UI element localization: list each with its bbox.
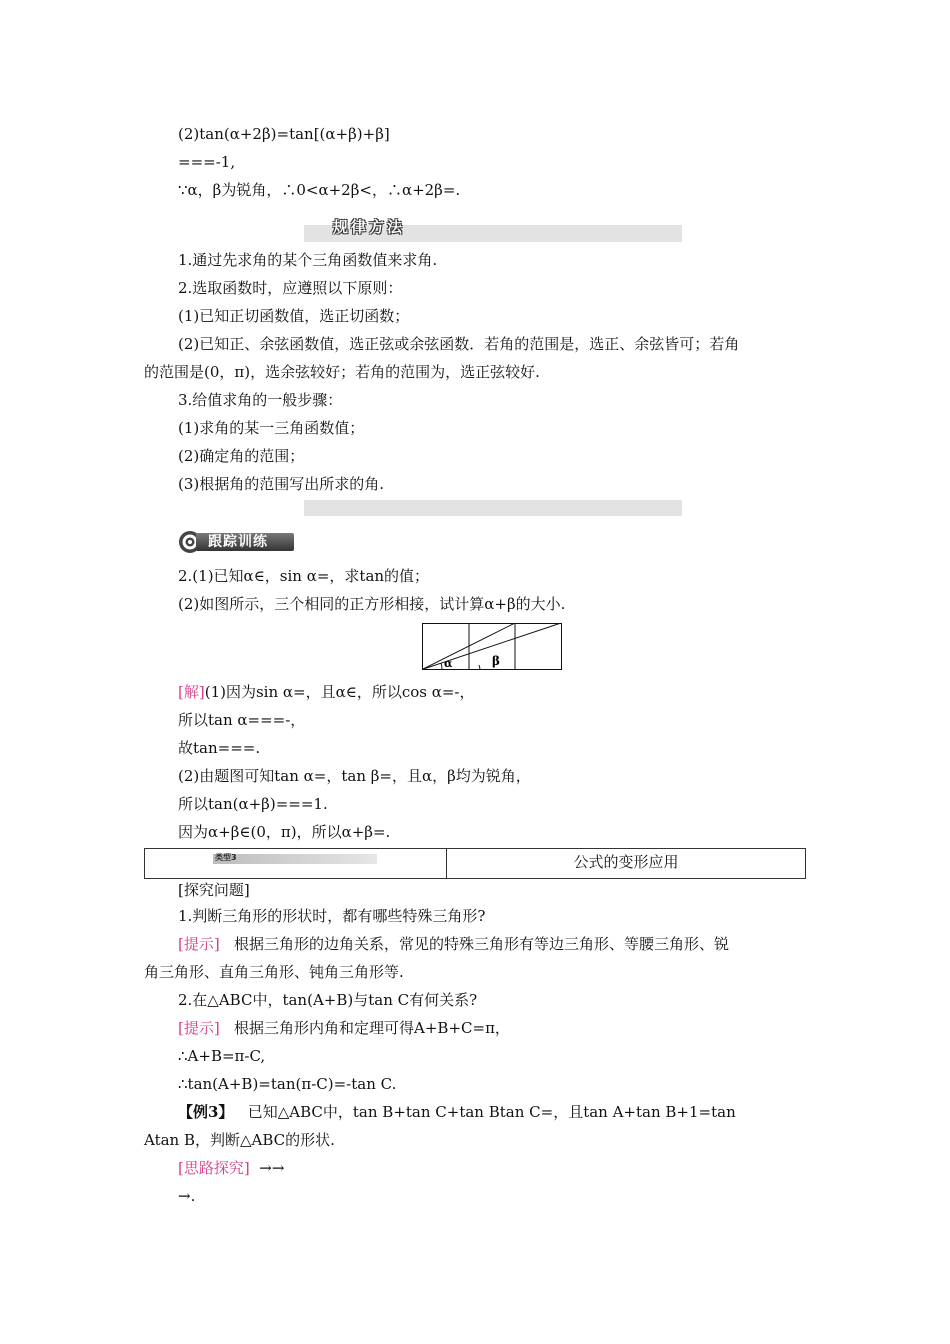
section-banner-title: 规律方法	[333, 218, 406, 236]
tracking-banner-label: 跟踪训练	[208, 534, 268, 550]
text-line: →.	[178, 1187, 196, 1205]
text-line: ===-1,	[178, 153, 236, 171]
text-line: 1.判断三角形的形状时，都有哪些特殊三角形?	[178, 907, 486, 925]
alpha-label: α	[444, 657, 453, 670]
text-line: (1)已知正切函数值，选正切函数；	[178, 307, 410, 325]
example-line	[178, 1102, 736, 1122]
text-line: (1)求角的某一三角函数值；	[178, 419, 365, 437]
text-line: 根据三角形的边角关系，常见的特殊三角形有等边三角形、等腰三角形、锐	[234, 935, 730, 953]
hint-tag: [提示]	[178, 935, 220, 953]
text-line: 因为α+β∈(0，π)，所以α+β=.	[178, 823, 391, 841]
text-line: (2)由题图可知tan α=，tan β=，且α，β均为锐角，	[178, 767, 531, 785]
text-line: →→	[259, 1159, 285, 1177]
text-line: 2.选取函数时，应遵照以下原则：	[178, 279, 403, 297]
text-line: (2)tan(α+2β)=tan[(α+β)+β]	[178, 125, 390, 143]
type-badge	[213, 854, 377, 864]
hint-line	[178, 1018, 510, 1038]
text-line: ∴tan(A+B)=tan(π-C)=-tan C.	[178, 1075, 397, 1093]
type-title: 公式的变形应用	[573, 853, 679, 871]
text-line: [探究问题]	[178, 881, 250, 899]
text-line: 2.(1)已知α∈，sin α=，求tan的值；	[178, 567, 430, 585]
beta-label: β	[492, 654, 500, 668]
solution-line	[178, 682, 475, 702]
hint-line	[178, 934, 729, 954]
angle-arc-beta	[479, 665, 480, 670]
type-cell	[145, 849, 447, 878]
text-line: 角三角形、直角三角形、钝角三角形等.	[144, 963, 404, 981]
text-line: ∴A+B=π-C,	[178, 1047, 266, 1065]
text-line: 3.给值求角的一般步骤：	[178, 391, 343, 409]
text-line: 的范围是(0，π)，选余弦较好；若角的范围为，选正弦较好.	[144, 363, 540, 381]
text-line: 所以tan(α+β)===1.	[178, 795, 328, 813]
tracking-exercise-banner	[178, 530, 296, 554]
text-line: (1)因为sin α=，且α∈，所以cos α=-，	[204, 683, 475, 701]
hint-tag: [提示]	[178, 1019, 220, 1037]
text-line: 1.通过先求角的某个三角函数值来求角.	[178, 251, 438, 269]
text-line: (2)如图所示，三个相同的正方形相接，试计算α+β的大小.	[178, 595, 566, 613]
text-line: 2.在△ABC中，tan(A+B)与tan C有何关系?	[178, 991, 478, 1009]
thinking-line	[178, 1158, 284, 1178]
example-tag: 【例3】	[178, 1103, 234, 1121]
text-line: (2)确定角的范围；	[178, 447, 305, 465]
three-squares-figure	[422, 623, 562, 671]
text-line: Atan B，判断△ABC的形状.	[144, 1131, 335, 1149]
type-badge-label: 类型3	[215, 853, 237, 862]
text-line: 根据三角形内角和定理可得A+B+C=π，	[234, 1019, 510, 1037]
solution-tag: [解]	[178, 683, 205, 701]
thinking-tag: [思路探究]	[178, 1159, 250, 1177]
type-header-table	[144, 848, 806, 879]
text-line: (2)已知正、余弦函数值，选正弦或余弦函数．若角的范围是，选正、余弦皆可；若角	[178, 335, 740, 353]
angle-arc-alpha	[441, 663, 442, 670]
section-end-bar	[304, 500, 682, 516]
text-line: (3)根据角的范围写出所求的角.	[178, 475, 385, 493]
text-line: 所以tan α===-，	[178, 711, 306, 729]
text-line: 已知△ABC中，tan B+tan C+tan Btan C=，且tan A+tan B+1=tan	[247, 1103, 736, 1121]
text-line: ∵α，β为锐角，∴0<α+2β<，∴α+2β=.	[178, 181, 461, 199]
text-line: 故tan===.	[178, 739, 261, 757]
